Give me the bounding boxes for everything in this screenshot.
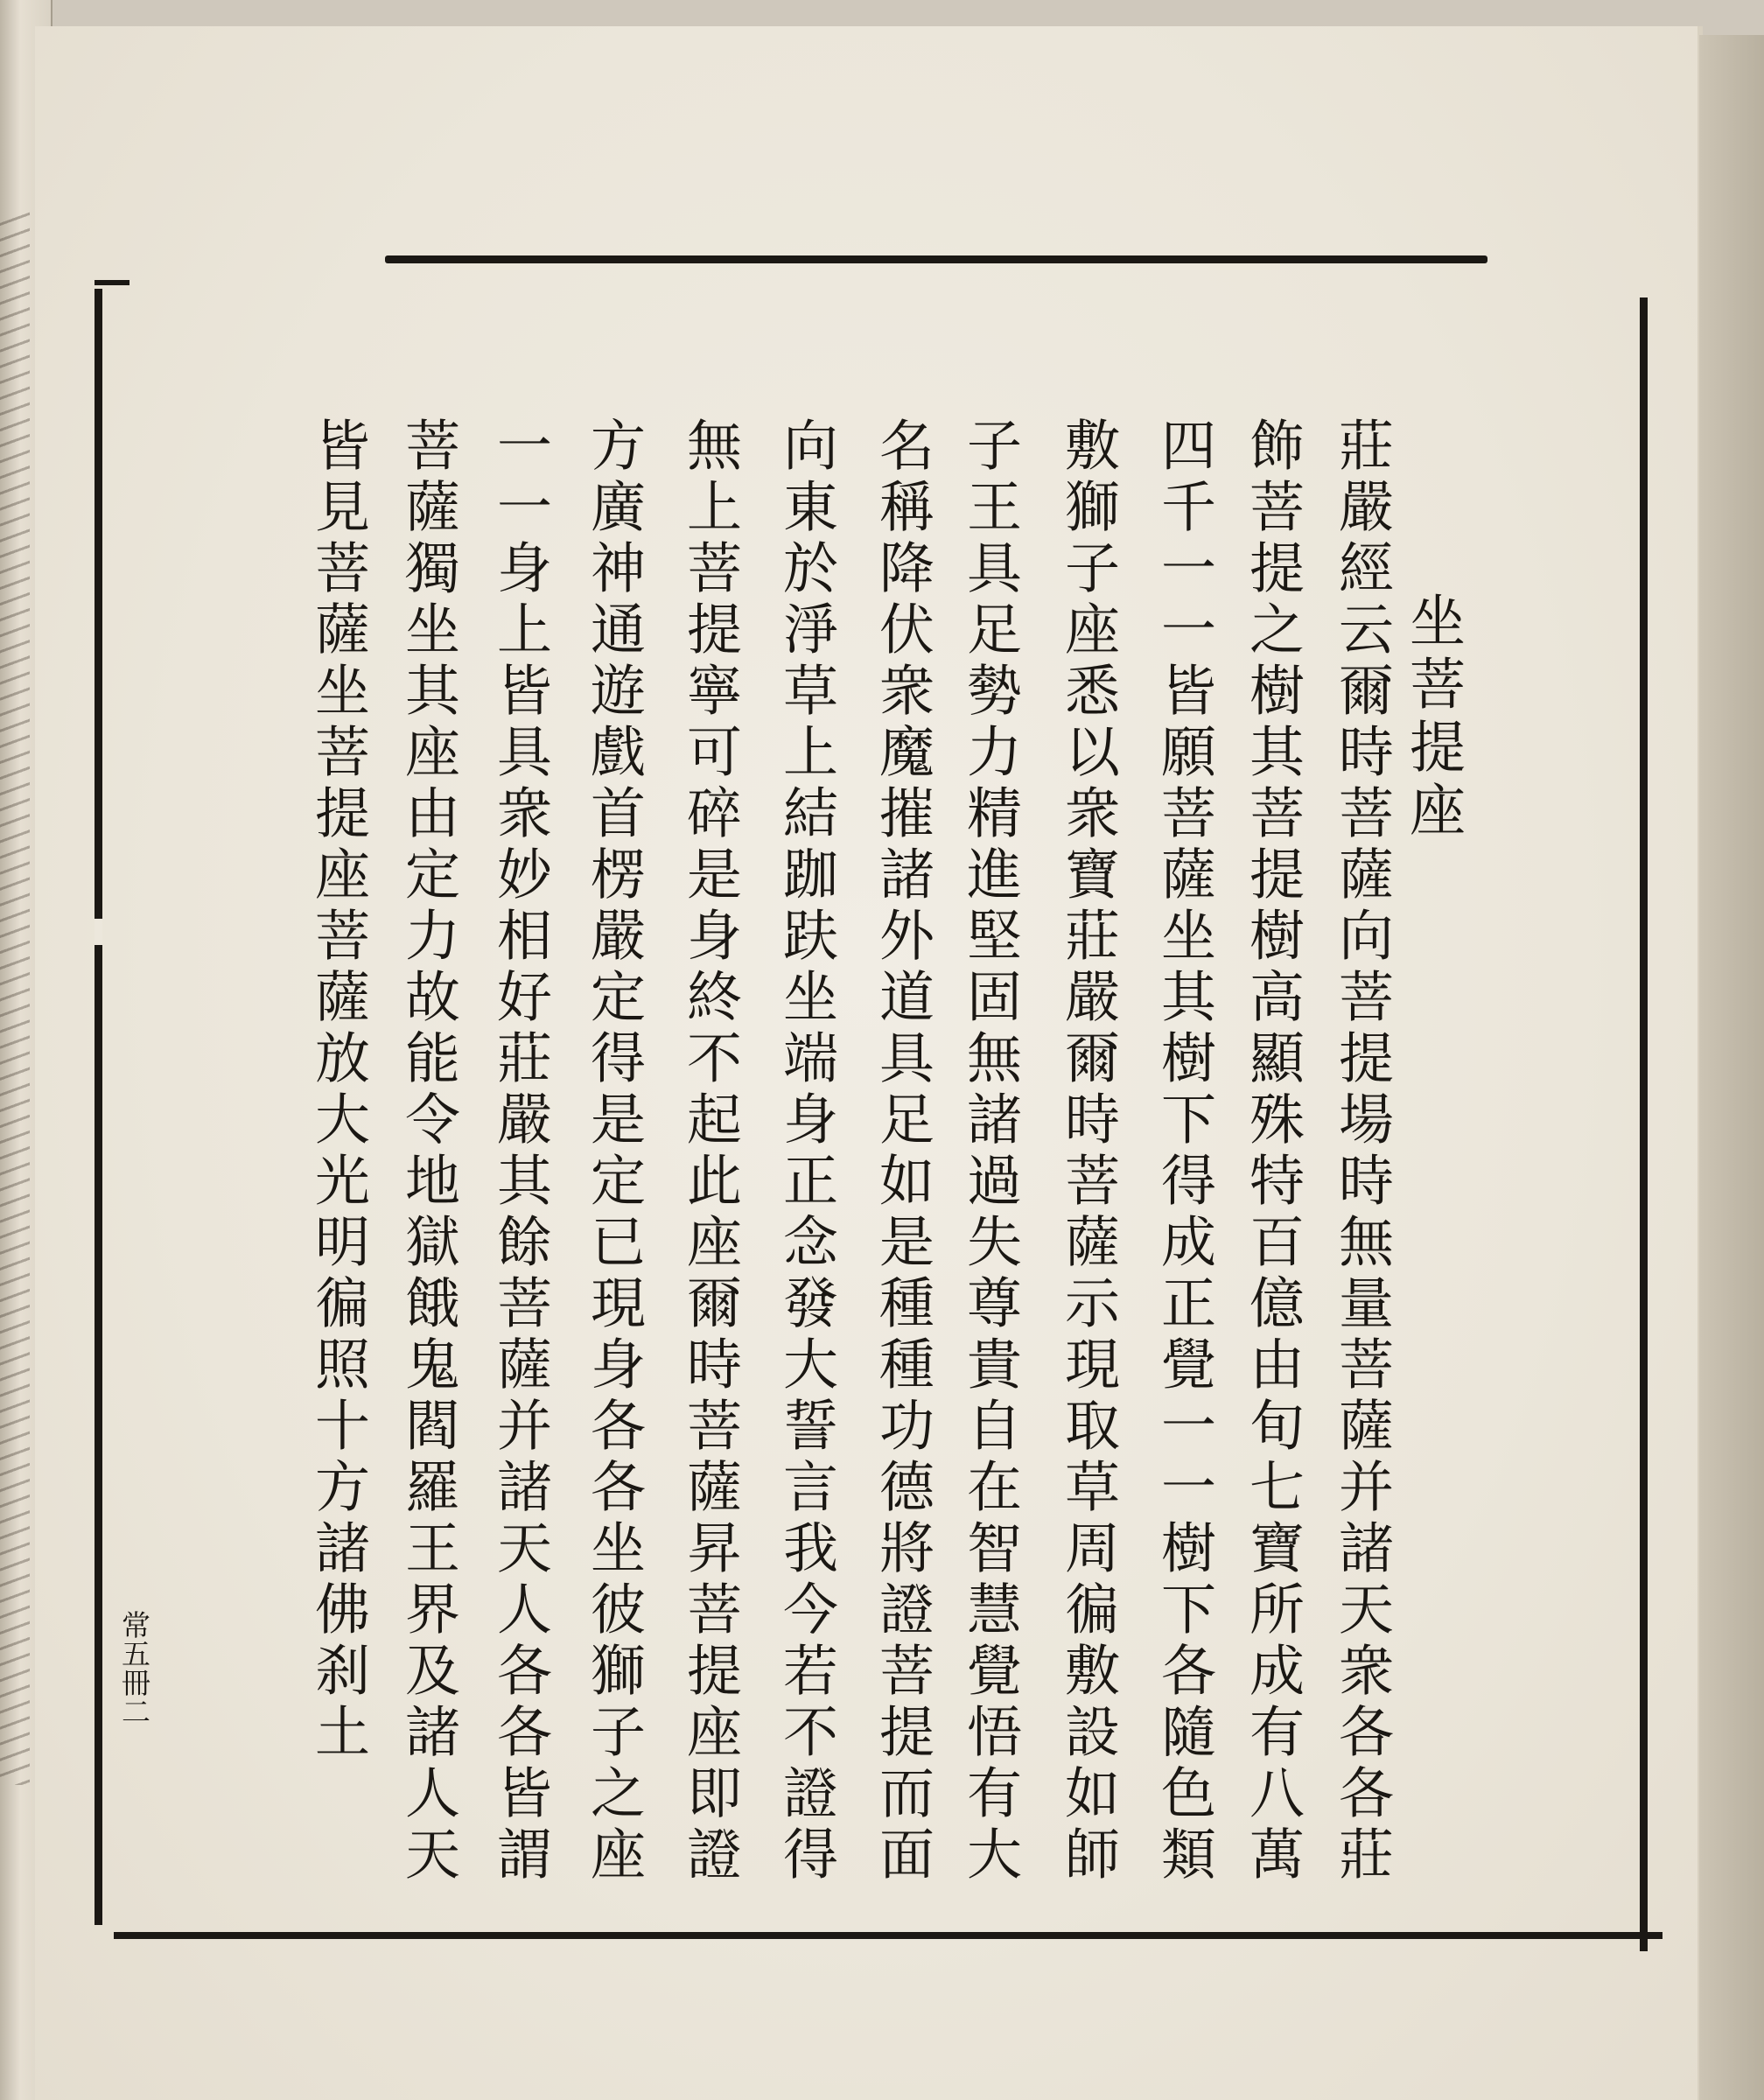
frame-corner <box>94 280 130 285</box>
text-column-7: 向東於淨草上結跏趺坐端身正念發大誓言我今若不證得 <box>774 416 838 1886</box>
frame-left-break <box>94 919 102 945</box>
text-column-11: 菩薩獨坐其座由定力故能令地獄餓鬼閻羅王界及諸人天 <box>396 416 460 1886</box>
text-column-8: 無上菩提寧可碎是身終不起此座爾時菩薩昇菩提座即證 <box>678 416 742 1886</box>
volume-page-label: 常五冊二 <box>117 1610 151 1726</box>
text-column-1: 莊嚴經云爾時菩薩向菩提場時無量菩薩并諸天衆各各莊 <box>1330 416 1394 1886</box>
book-page <box>35 26 1703 2100</box>
text-column-10: 一一身上皆具衆妙相好莊嚴其餘菩薩并諸天人各各皆謂 <box>488 416 552 1886</box>
section-title: 坐菩提座 <box>1400 592 1465 844</box>
frame-right-border <box>1640 298 1648 1951</box>
frame-top-border <box>385 256 1488 263</box>
adjacent-page-illustration <box>0 210 30 1785</box>
text-column-6: 名稱降伏衆魔摧諸外道具足如是種種功德將證菩提而面 <box>871 416 934 1886</box>
text-column-12: 皆見菩薩坐菩提座菩薩放大光明徧照十方諸佛刹土 <box>306 416 370 1764</box>
text-column-5: 子王具足勢力精進堅固無諸過失尊貴自在智慧覺悟有大 <box>958 416 1022 1886</box>
text-column-2: 飾菩提之樹其菩提樹高顯殊特百億由旬七寶所成有八萬 <box>1241 416 1305 1886</box>
page-edge <box>1699 35 1764 2100</box>
text-column-3: 四千一一皆願菩薩坐其樹下得成正覺一一樹下各隨色類 <box>1152 416 1216 1886</box>
frame-bottom-border <box>114 1932 1662 1939</box>
frame-left-border <box>94 289 102 1925</box>
text-column-4: 敷獅子座悉以衆寶莊嚴爾時菩薩示現取草周徧敷設如師 <box>1056 416 1120 1886</box>
text-column-9: 方廣神通遊戲首楞嚴定得是定已現身各各坐彼獅子之座 <box>582 416 646 1886</box>
